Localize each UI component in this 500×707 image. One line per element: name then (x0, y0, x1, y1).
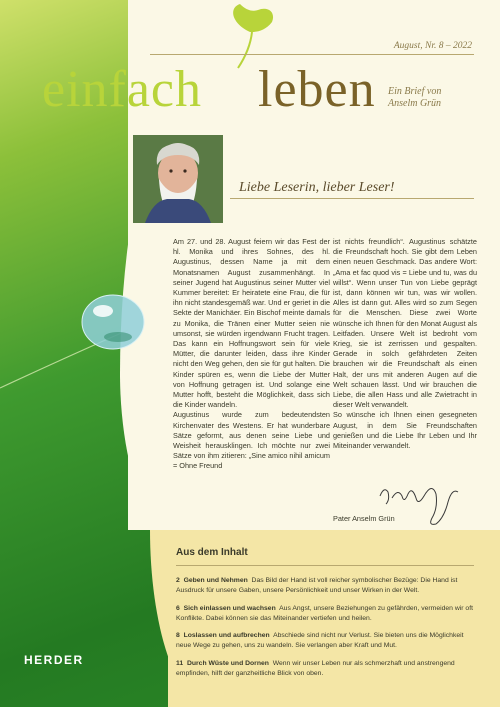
portrait-image (133, 135, 223, 223)
contents-page-number: 2 (176, 577, 180, 584)
contents-text: Das Bild der Hand ist voll reicher symbolischer Bezüge: Die Hand ist Ausdruck für unsere Gaben, unsere Persönlichkeit und unser Wirken in der Welt. (176, 577, 458, 594)
contents-item (176, 576, 476, 595)
ginkgo-leaf-icon (233, 4, 273, 68)
contents-heading: Loslassen und aufbrechen (183, 632, 270, 639)
greeting: Liebe Leserin, lieber Leser! (239, 180, 395, 195)
contents-heading: Geben und Nehmen (183, 577, 248, 584)
letter-paragraph: Am 27. und 28. August feiern wir das Fest der hl. Monika und ihres Sohnes, des hl. Augustinus, dessen Name ja mit dem Monatsnamen August zusammenhängt. In seiner Jugend hat Augustinus seiner Mutter viel Kummer bereitet: Er heiratete eine Frau, die für ihn nicht standesgemäß war. Und er geriet in die Sekte der Manichäer. Ein Bischof meinte damals zu Monika, die Tränen einer Mutter seien nie umsonst, sie würden irgendwann Frucht tragen. Das kann ein Hoffnungswort sein für viele Mütter, die darunter leiden, dass ihre Kinder nicht den Weg gehen, den sie für gut halten. Die Kinder spüren es, wenn die Liebe der Mutter von Hoffnung getragen ist. Und solange eine Mutter hofft, besteht die Möglichkeit, dass sich die Kinder wandeln. (173, 237, 330, 410)
letter-paragraph: ist nichts freundlich“. Augustinus schätzte die Freundschaft hoch. Sie gibt dem Leben einen neuen Geschmack. Das andere Wort: „Ama et fac quod vis = Liebe und tu, was du willst“. Wenn unser Tun von Liebe geprägt ist, dann können wir tun, was wir wollen. Alles ist dann gut. Alles wird so zum Segen für die Menschen. Diese zwei Worte wünsche ich Ihnen für den Monat August als Leitfaden. Unsere Welt ist bedroht vom Krieg, sie ist zerrissen und gespalten. Gerade in solch gefährdeten Zeiten brauchen wir die Freundschaft als einen Halt, der uns mit anderen Augen auf die Welt schauen lässt. Und wir brauchen die Liebe, die allen Hass und alle Zwietracht in dieser Welt verwandelt. (333, 237, 477, 410)
contents-heading: Durch Wüste und Dornen (186, 660, 269, 667)
subtitle-line2: Anselm Grün (388, 98, 442, 109)
contents-page-number: 6 (176, 605, 180, 612)
contents-text: Aus Angst, unsere Beziehungen zu gefährden, vermeiden wir oft Konflikte. Dabei können sie das Miteinander vertiefen und heilen. (176, 605, 473, 622)
issue-line: August, Nr. 8 – 2022 (393, 41, 472, 51)
contents-item (176, 604, 476, 623)
subtitle-line1: Ein Brief von (388, 86, 442, 97)
subtitle (388, 86, 441, 110)
contents-item (176, 659, 476, 678)
letter-paragraph: Augustinus wurde zum bedeutendsten Kirchenvater des Westens. Er hat wunderbare Sätze geformt, aus denen seine Liebe und Weisheit herausklingen. Ich möchte nur zwei Sätze von ihm zitieren: „Sine amico nihil amicum = Ohne Freund (173, 410, 330, 471)
water-drop-icon (0, 295, 144, 388)
contents-text: Wenn wir unser Leben nur als schmerzhaft und anstrengend empfinden, hilft der ganzheitliche Blick von oben. (176, 660, 455, 677)
signature-name: Pater Anselm Grün (333, 514, 395, 523)
magazine-title-part2: leben (258, 61, 376, 118)
author-portrait (133, 135, 223, 223)
contents-divider (176, 565, 474, 566)
greeting-divider (230, 198, 474, 199)
contents-page-number: 8 (176, 632, 180, 639)
contents-text: Abschiede sind nicht nur Verlust. Sie bieten uns die Möglichkeit neue Wege zu gehen, uns zu wandeln. Sie verlangen aber Kraft und Mut. (176, 632, 464, 649)
contents-heading: Sich einlassen und wachsen (183, 605, 276, 612)
contents-title: Aus dem Inhalt (176, 547, 248, 558)
publisher-logo: HERDER (24, 653, 84, 667)
letter-column-1 (173, 237, 330, 472)
contents-page-number: 11 (176, 660, 184, 667)
magazine-title-part1: einfach (42, 61, 203, 118)
letter-paragraph: So wünsche ich Ihnen einen gesegneten August, in dem Sie Freundschaften genießen und die Liebe Ihr Leben und Ihr Miteinander verwandelt. (333, 410, 477, 451)
letter-column-2 (333, 237, 477, 451)
top-divider (150, 54, 474, 55)
contents-item (176, 631, 476, 650)
